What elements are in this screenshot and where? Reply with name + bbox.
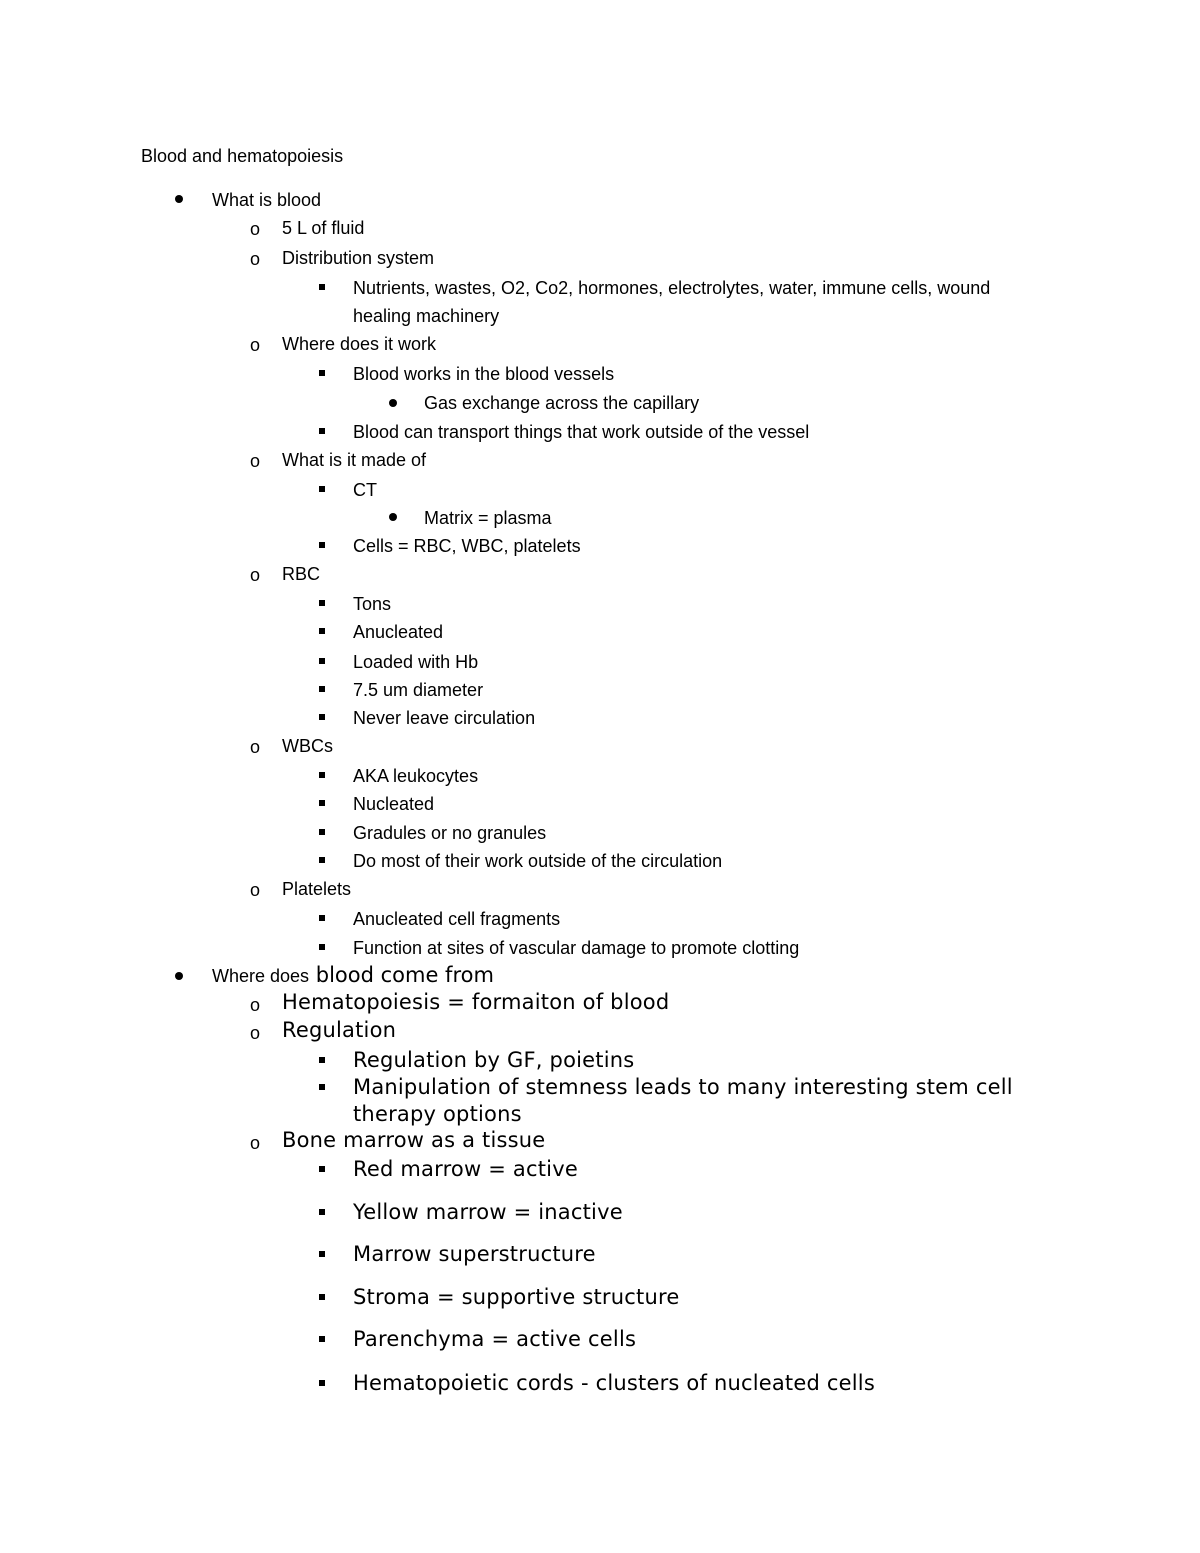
- bullet-square-icon: [319, 1057, 325, 1063]
- document-title: Blood and hematopoiesis: [141, 146, 344, 166]
- list-item: What is it made of: [282, 450, 427, 470]
- bullet-circle-icon: o: [250, 335, 261, 355]
- bullet-square-icon: [319, 800, 325, 806]
- list-item-continuation: therapy options: [353, 1102, 522, 1126]
- bullet-dot-icon: [175, 195, 183, 203]
- list-item: Manipulation of stemness leads to many interesting stem cell: [353, 1075, 1013, 1099]
- bullet-square-icon: [319, 658, 325, 664]
- bullet-dot-icon: [389, 513, 397, 521]
- bullet-square-icon: [319, 628, 325, 634]
- bullet-square-icon: [319, 1251, 325, 1257]
- list-item: Marrow superstructure: [353, 1242, 596, 1266]
- bullet-circle-icon: o: [250, 995, 261, 1015]
- bullet-square-icon: [319, 428, 325, 434]
- list-item-continuation: healing machinery: [353, 306, 500, 326]
- bullet-square-icon: [319, 486, 325, 492]
- list-item: Parenchyma = active cells: [353, 1327, 637, 1351]
- bullet-square-icon: [319, 915, 325, 921]
- list-item: Anucleated: [353, 622, 444, 642]
- list-item: Function at sites of vascular damage to promote clotting: [353, 938, 800, 958]
- bullet-square-icon: [319, 686, 325, 692]
- bullet-circle-icon: o: [250, 219, 261, 239]
- list-item: Platelets: [282, 879, 352, 899]
- list-item: WBCs: [282, 736, 333, 756]
- bullet-circle-icon: o: [250, 1023, 261, 1043]
- list-item: Regulation by GF, poietins: [353, 1048, 635, 1072]
- bullet-square-icon: [319, 857, 325, 863]
- bullet-square-icon: [319, 1336, 325, 1342]
- bullet-square-icon: [319, 714, 325, 720]
- list-item: RBC: [282, 564, 321, 584]
- bullet-square-icon: [319, 370, 325, 376]
- bullet-square-icon: [319, 1294, 325, 1300]
- bullet-square-icon: [319, 1209, 325, 1215]
- bullet-square-icon: [319, 542, 325, 548]
- list-item: 5 L of fluid: [282, 218, 365, 238]
- list-item: Where does it work: [282, 334, 437, 354]
- list-item: Nutrients, wastes, O2, Co2, hormones, electrolytes, water, immune cells, wound: [353, 278, 991, 298]
- list-item: Blood can transport things that work outside of the vessel: [353, 422, 810, 442]
- list-item: Regulation: [282, 1018, 397, 1042]
- bullet-circle-icon: o: [250, 249, 261, 269]
- list-item: Yellow marrow = inactive: [353, 1200, 623, 1224]
- bullet-square-icon: [319, 944, 325, 950]
- bullet-circle-icon: o: [250, 451, 261, 471]
- list-item: Red marrow = active: [353, 1157, 578, 1181]
- section-heading-part: Where does: [212, 966, 310, 986]
- bullet-square-icon: [319, 284, 325, 290]
- section-heading-part: blood come from: [309, 963, 494, 987]
- list-item: Blood works in the blood vessels: [353, 364, 615, 384]
- list-item: Bone marrow as a tissue: [282, 1128, 546, 1152]
- list-item: CT: [353, 480, 377, 500]
- list-item: Stroma = supportive structure: [353, 1285, 680, 1309]
- list-item: Nucleated: [353, 794, 435, 814]
- section-heading: [212, 962, 494, 991]
- list-item: Loaded with Hb: [353, 652, 479, 672]
- bullet-square-icon: [319, 1084, 325, 1090]
- bullet-circle-icon: o: [250, 880, 261, 900]
- bullet-circle-icon: o: [250, 737, 261, 757]
- list-item: Do most of their work outside of the circulation: [353, 851, 723, 871]
- bullet-circle-icon: o: [250, 1133, 261, 1153]
- bullet-square-icon: [319, 772, 325, 778]
- bullet-square-icon: [319, 1380, 325, 1386]
- list-item: AKA leukocytes: [353, 766, 479, 786]
- list-item: Cells = RBC, WBC, platelets: [353, 536, 581, 556]
- list-item: Anucleated cell fragments: [353, 909, 561, 929]
- list-item: Never leave circulation: [353, 708, 536, 728]
- bullet-circle-icon: o: [250, 565, 261, 585]
- list-item: 7.5 um diameter: [353, 680, 484, 700]
- bullet-dot-icon: [389, 399, 397, 407]
- bullet-square-icon: [319, 600, 325, 606]
- list-item: Matrix = plasma: [424, 508, 552, 528]
- section-heading: What is blood: [212, 190, 322, 210]
- bullet-dot-icon: [175, 972, 183, 980]
- list-item: Gas exchange across the capillary: [424, 393, 700, 413]
- list-item: Hematopoiesis = formaiton of blood: [282, 990, 670, 1014]
- bullet-square-icon: [319, 1166, 325, 1172]
- list-item: Gradules or no granules: [353, 823, 547, 843]
- bullet-square-icon: [319, 829, 325, 835]
- list-item: Distribution system: [282, 248, 435, 268]
- list-item: Hematopoietic cords - clusters of nucleated cells: [353, 1371, 875, 1395]
- list-item: Tons: [353, 594, 392, 614]
